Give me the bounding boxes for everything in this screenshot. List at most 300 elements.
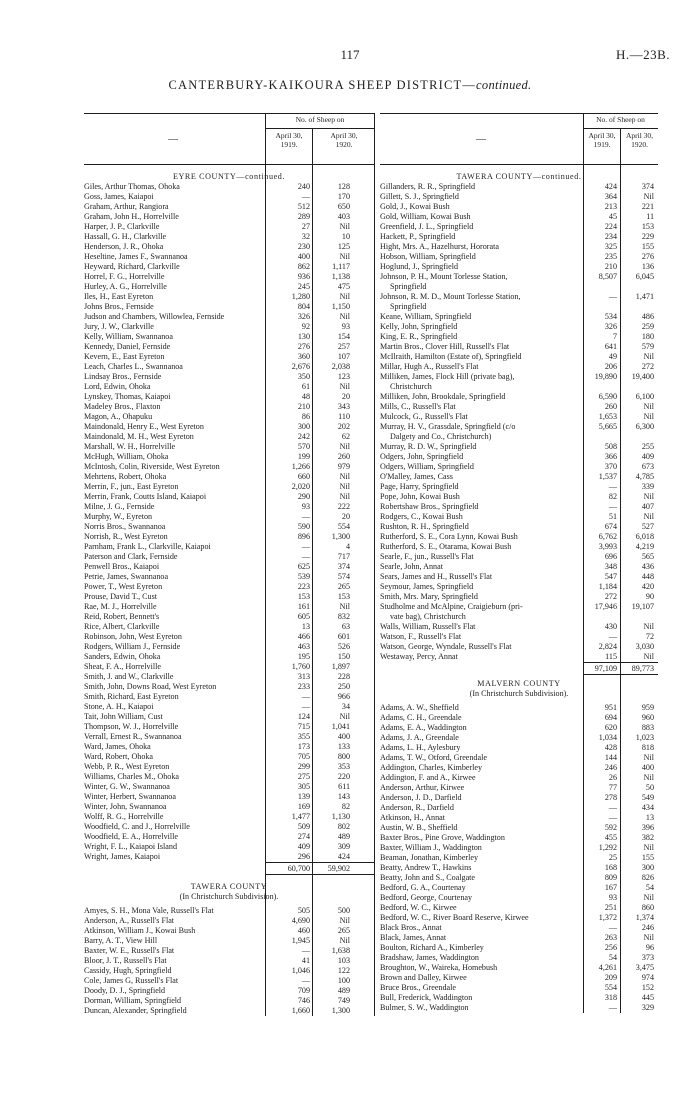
owner-name: Norrish, R., West Eyreton <box>84 532 168 541</box>
table-row <box>84 362 374 372</box>
table-row <box>380 923 658 933</box>
sheep-1919: 364 <box>604 192 617 201</box>
sheep-1919: 300 <box>297 422 310 431</box>
sheep-1919: 6,762 <box>598 532 617 541</box>
owner-name: Ward, James, Ohoka <box>84 742 151 751</box>
sheep-1919: 272 <box>604 592 617 601</box>
sheep-1919: — <box>301 552 310 561</box>
sheep-1919: 4,690 <box>291 916 310 925</box>
owner-name: Searle, F., jun., Russell's Flat <box>380 552 474 561</box>
sheep-1919: 366 <box>604 452 617 461</box>
sheep-1920: 1,300 <box>331 1006 350 1015</box>
sheep-1920: 1,117 <box>332 262 350 271</box>
sheep-1920: Nil <box>643 652 654 661</box>
table-row <box>84 222 374 232</box>
table-row <box>380 582 658 592</box>
sheep-1919: 1,945 <box>291 936 310 945</box>
table-row <box>84 472 374 482</box>
owner-name: Black, James, Annat <box>380 933 447 942</box>
sheep-1920: 353 <box>337 762 350 771</box>
sheep-1920: 1,300 <box>331 532 350 541</box>
sheep-1919: 139 <box>297 792 310 801</box>
owner-name: Rodgers, C., Kowai Bush <box>380 512 463 521</box>
table-row <box>84 212 374 222</box>
table-row <box>84 372 374 382</box>
owner-name: Odgers, William, Springfield <box>380 462 474 471</box>
table-row <box>380 522 658 532</box>
sheep-1919: 115 <box>605 652 617 661</box>
sheep-1919: 534 <box>604 312 617 321</box>
sheep-1919: 2,020 <box>291 482 310 491</box>
owner-name: Smith, Mrs. Mary, Springfield <box>380 592 478 601</box>
sheep-1919: 233 <box>297 682 310 691</box>
table-row <box>380 412 658 422</box>
table-row <box>380 372 658 382</box>
owner-name: Walls, William, Russell's Flat <box>380 622 476 631</box>
sheep-1920: 309 <box>337 842 350 851</box>
table-row <box>380 783 658 793</box>
owner-name: Rodgers, William J., Fernside <box>84 642 181 651</box>
sheep-1919: 809 <box>604 873 617 882</box>
sheep-1920: 96 <box>645 943 654 952</box>
sheep-1920: Nil <box>339 916 350 925</box>
owner-name: Henderson, J. R., Ohoka <box>84 242 164 251</box>
owner-name: Hurley, A. G., Horrelville <box>84 282 167 291</box>
sheep-1919: 896 <box>297 532 310 541</box>
table-row <box>380 182 658 192</box>
owner-name: Watson, F., Russell's Flat <box>380 632 462 641</box>
sheep-1920: 62 <box>341 432 350 441</box>
owner-name: Addington, F. and A., Kirwee <box>380 773 476 782</box>
sheep-1920: 103 <box>337 956 350 965</box>
owner-name: Atkinson, William J., Kowai Bush <box>84 926 196 935</box>
sheep-1920: 1,471 <box>635 292 654 301</box>
sheep-1920: 3,030 <box>635 642 654 651</box>
owner-name: Sheat, F. A., Horrelville <box>84 662 161 671</box>
table-row <box>84 542 374 552</box>
header-year-1920: April 30, 1920. <box>330 131 358 149</box>
owner-name: Millar, Hugh A., Russell's Flat <box>380 362 479 371</box>
sheep-1919: 466 <box>297 632 310 641</box>
owner-name: Keane, William, Springfield <box>380 312 472 321</box>
owner-name: Petrie, James, Swannanoa <box>84 572 169 581</box>
sheep-1920: 343 <box>337 402 350 411</box>
table-row <box>84 986 374 996</box>
owner-name: Boulton, Richard A., Kimberley <box>380 943 484 952</box>
table-row <box>84 402 374 412</box>
table-row <box>84 492 374 502</box>
sheep-1919: 554 <box>604 983 617 992</box>
table-row <box>380 192 658 202</box>
sheep-1920: Nil <box>339 382 350 391</box>
sheep-1919: 326 <box>297 312 310 321</box>
sheep-1920: 554 <box>337 522 350 531</box>
table-row <box>84 562 374 572</box>
owner-name: Winter, Herbert, Swannanoa <box>84 792 176 801</box>
sheep-1919: 45 <box>608 212 617 221</box>
sheep-1919: 213 <box>604 202 617 211</box>
table-row <box>84 946 374 956</box>
owner-name: Searle, John, Annat <box>380 562 443 571</box>
sheep-1919: 1,034 <box>598 733 617 742</box>
tawera-county-continued-rows <box>380 182 658 662</box>
sheep-1919: 696 <box>604 552 617 561</box>
sheep-1919: 620 <box>604 723 617 732</box>
sheep-1919: 305 <box>297 782 310 791</box>
owner-name: Rae, M. J., Horrelville <box>84 602 157 611</box>
owner-name: Murray, R. D. W., Springfield <box>380 442 477 451</box>
table-row <box>380 492 658 502</box>
sheep-1920: 6,018 <box>635 532 654 541</box>
owner-name: Leach, Charles L., Swannanoa <box>84 362 183 371</box>
sheep-1919: 206 <box>604 362 617 371</box>
sheep-1919: 195 <box>297 652 310 661</box>
sheep-1919: 246 <box>604 763 617 772</box>
table-row <box>380 602 658 612</box>
table-row <box>84 782 374 792</box>
sheep-1919: — <box>608 632 617 641</box>
sheep-1920: 374 <box>641 182 654 191</box>
sheep-1920: 143 <box>337 792 350 801</box>
sheep-1920: 400 <box>337 732 350 741</box>
table-row <box>380 773 658 783</box>
table-row <box>380 292 658 302</box>
owner-name: Hackett, P., Springfield <box>380 232 456 241</box>
owner-name: Heseltine, James F., Swannanoa <box>84 252 188 261</box>
sheep-1920: 673 <box>641 462 654 471</box>
sheep-1919: 289 <box>297 212 310 221</box>
owner-name: Adams, J. A., Greendale <box>380 733 459 742</box>
sheep-1920: 265 <box>337 582 350 591</box>
table-row <box>380 212 658 222</box>
table-row <box>84 812 374 822</box>
owner-name: Beatty, John and S., Coalgate <box>380 873 476 882</box>
owner-name: Gillanders, R. R., Springfield <box>380 182 476 191</box>
sheep-1919: 242 <box>297 432 310 441</box>
owner-name: Goss, James, Kaiapoi <box>84 192 154 201</box>
owner-name: Hobson, William, Springfield <box>380 252 476 261</box>
sheep-1920: 180 <box>641 332 654 341</box>
sheep-1920: 221 <box>641 202 654 211</box>
sheep-1919: 505 <box>297 906 310 915</box>
owner-name: vate bag), Christchurch <box>390 612 466 621</box>
table-row <box>380 302 658 312</box>
owner-name: Adams, A. W., Sheffield <box>380 703 459 712</box>
table-row <box>84 202 374 212</box>
owner-name: Westaway, Percy, Annat <box>380 652 458 661</box>
sheep-1920: 170 <box>337 192 350 201</box>
sheep-1920: Nil <box>643 192 654 201</box>
sheep-1920: 152 <box>641 983 654 992</box>
sheep-1920: Nil <box>643 412 654 421</box>
sheep-1919: 428 <box>604 743 617 752</box>
table-row <box>380 913 658 923</box>
tawera-total-1920: 89,773 <box>631 664 654 673</box>
owner-name: Bedford, G. A., Courtenay <box>380 883 466 892</box>
table-row <box>84 712 374 722</box>
owner-name: Maindonald, M. H., West Eyreton <box>84 432 194 441</box>
sheep-1919: 400 <box>297 252 310 261</box>
owner-name: Broughton, W., Waireka, Homebush <box>380 963 498 972</box>
sheep-1920: 448 <box>641 572 654 581</box>
owner-name: Williams, Charles M., Ohoka <box>84 772 179 781</box>
sheep-1919: 674 <box>604 522 617 531</box>
sheep-1920: 3,475 <box>635 963 654 972</box>
header-year-1920: April 30, 1920. <box>625 131 654 149</box>
sheep-1920: 526 <box>337 642 350 651</box>
sheep-1920: 257 <box>337 342 350 351</box>
sheep-1920: 54 <box>645 883 654 892</box>
owner-name: Bedford, W. C., River Board Reserve, Kirwee <box>380 913 529 922</box>
table-row <box>84 582 374 592</box>
owner-name: Adams, L. H., Aylesbury <box>380 743 461 752</box>
table-row <box>380 432 658 442</box>
sheep-1919: — <box>608 923 617 932</box>
tawera-county-continued-heading: TAWERA COUNTY—continued. <box>456 172 582 181</box>
owner-name: Springfield <box>390 302 427 311</box>
sheep-1920: 382 <box>641 833 654 842</box>
sheep-1920: 155 <box>641 853 654 862</box>
sheep-1919: — <box>301 702 310 711</box>
table-row <box>380 733 658 743</box>
owner-name: Norris Bros., Swannanoa <box>84 522 166 531</box>
table-row <box>84 592 374 602</box>
sheep-1919: 82 <box>608 492 617 501</box>
sheep-1920: 959 <box>641 703 654 712</box>
table-row <box>380 542 658 552</box>
sheep-1919: 93 <box>301 502 310 511</box>
eyre-county-heading: EYRE COUNTY—continued. <box>172 172 286 181</box>
sheep-1920: 420 <box>641 582 654 591</box>
table-row <box>84 552 374 562</box>
owner-name: Mehrtens, Robert, Ohoka <box>84 472 167 481</box>
sheep-1920: 265 <box>337 926 350 935</box>
table-row <box>380 933 658 943</box>
sheep-1919: 694 <box>604 713 617 722</box>
sheep-1919: 263 <box>604 933 617 942</box>
sheep-1920: 228 <box>337 672 350 681</box>
sheep-1919: 210 <box>604 262 617 271</box>
title-main: CANTERBURY-KAIKOURA SHEEP DISTRICT— <box>168 78 477 92</box>
table-row <box>84 282 374 292</box>
owner-name: Harper, J. P., Clarkville <box>84 222 160 231</box>
sheep-1919: 1,760 <box>291 662 310 671</box>
page-title <box>0 78 700 93</box>
owner-name: Doody, D. J., Springfield <box>84 986 166 995</box>
sheep-1919: 8,507 <box>598 272 617 281</box>
table-row <box>84 682 374 692</box>
owner-name: Rice, Albert, Clarkville <box>84 622 160 631</box>
sheep-1920: 436 <box>641 562 654 571</box>
owner-name: Judson and Chambers, Willowlea, Fernside <box>84 312 225 321</box>
tawera-total-1919: 97,109 <box>594 664 617 673</box>
sheep-1920: 4,785 <box>635 472 654 481</box>
sheep-1919: 709 <box>297 986 310 995</box>
owner-name: Gillett, S. J., Springfield <box>380 192 459 201</box>
table-row <box>380 452 658 462</box>
sheep-1919: 209 <box>604 973 617 982</box>
table-row <box>84 252 374 262</box>
sheep-1919: 7 <box>612 332 617 341</box>
sheep-1919: 348 <box>604 562 617 571</box>
owner-name: Marshall, W. H., Horrelville <box>84 442 176 451</box>
sheep-1919: 512 <box>297 202 310 211</box>
owner-name: Horrel, F. G., Horrelville <box>84 272 165 281</box>
table-row <box>380 823 658 833</box>
sheep-1919: — <box>301 542 310 551</box>
sheep-1920: 259 <box>641 322 654 331</box>
sheep-1920: 1,638 <box>331 946 350 955</box>
owner-name: Sanders, Edwin, Ohoka <box>84 652 161 661</box>
sheep-1919: — <box>301 946 310 955</box>
table-row <box>84 532 374 542</box>
table-row <box>84 462 374 472</box>
owner-name: Anderson, A., Russell's Flat <box>84 916 175 925</box>
owner-name: Thompson, W. J., Horrelville <box>84 722 179 731</box>
owner-name: Wright, F. L., Kaiapoi Island <box>84 842 177 851</box>
table-row <box>380 572 658 582</box>
owner-name: Robinson, John, West Eyreton <box>84 632 182 641</box>
sheep-1920: Nil <box>643 773 654 782</box>
sheep-1919: 130 <box>297 332 310 341</box>
table-row <box>380 472 658 482</box>
sheep-1920: 1,041 <box>331 722 350 731</box>
sheep-1919: 278 <box>604 793 617 802</box>
sheep-1919: 173 <box>297 742 310 751</box>
sheep-1919: 124 <box>297 712 310 721</box>
table-row <box>380 232 658 242</box>
sheep-1919: 641 <box>604 342 617 351</box>
sheep-1919: 169 <box>297 802 310 811</box>
owner-name: Anderson, Arthur, Kirwee <box>380 783 465 792</box>
sheep-1919: 27 <box>301 222 310 231</box>
owner-name: Johns Bros., Fernside <box>84 302 154 311</box>
sheep-1919: 547 <box>604 572 617 581</box>
left-column-header <box>84 113 375 165</box>
table-row <box>84 842 374 852</box>
sheep-1920: 749 <box>337 996 350 1005</box>
table-row <box>380 382 658 392</box>
right-column <box>380 113 658 1013</box>
owner-name: Amyes, S. H., Mona Vale, Russell's Flat <box>84 906 214 915</box>
table-row <box>84 192 374 202</box>
sheep-1919: 2,824 <box>598 642 617 651</box>
header-year-1919: April 30, 1919. <box>588 131 616 149</box>
table-row <box>380 502 658 512</box>
owner-name: Beatty, Andrew T., Hawkins <box>380 863 472 872</box>
owner-name: McHugh, William, Ohoka <box>84 452 169 461</box>
owner-name: Cassidy, Hugh, Springfield <box>84 966 172 975</box>
sheep-1919: 1,184 <box>598 582 617 591</box>
owner-name: Smith, John, Downs Road, West Eyreton <box>84 682 217 691</box>
sheep-1919: 6,590 <box>598 392 617 401</box>
sheep-1920: 407 <box>641 502 654 511</box>
sheep-1919: 355 <box>297 732 310 741</box>
sheep-1919: 17,946 <box>594 602 617 611</box>
table-row <box>84 956 374 966</box>
right-column-body <box>380 165 658 1013</box>
sheep-1920: 246 <box>641 923 654 932</box>
owner-name: Hassall, G. H., Clarkville <box>84 232 167 241</box>
owner-name: Murphy, W., Eyreton <box>84 512 153 521</box>
table-row <box>380 612 658 622</box>
owner-name: Woodfield, E. A., Horrelville <box>84 832 178 841</box>
table-row <box>380 202 658 212</box>
sheep-1920: 20 <box>341 512 350 521</box>
owner-name: O'Malley, James, Cass <box>380 472 453 481</box>
owner-name: Paterson and Clark, Fernside <box>84 552 178 561</box>
owner-name: Cole, James G, Russell's Flat <box>84 976 179 985</box>
owner-name: Pope, John, Kowai Bush <box>380 492 460 501</box>
table-row <box>84 612 374 622</box>
owner-name: Rushton, R. H., Springfield <box>380 522 469 531</box>
sheep-1920: Nil <box>339 482 350 491</box>
sheep-1919: 3,993 <box>598 542 617 551</box>
table-row <box>380 352 658 362</box>
sheep-1920: 255 <box>641 442 654 451</box>
table-row <box>84 832 374 842</box>
owner-name: Bradshaw, James, Waddington <box>380 953 479 962</box>
table-row <box>84 702 374 712</box>
table-row <box>84 512 374 522</box>
sheep-1920: 486 <box>641 312 654 321</box>
owner-name: Lindsay Bros., Fernside <box>84 372 162 381</box>
table-row <box>380 713 658 723</box>
table-row <box>380 743 658 753</box>
sheep-1919: — <box>301 512 310 521</box>
left-column <box>84 113 375 1016</box>
sheep-1920: Nil <box>643 352 654 361</box>
sheep-1920: 339 <box>641 482 654 491</box>
owner-name: Kennedy, Daniel, Fernside <box>84 342 171 351</box>
table-row <box>380 422 658 432</box>
owner-name: Bull, Frederick, Waddington <box>380 993 473 1002</box>
sheep-1920: 826 <box>641 873 654 882</box>
table-row <box>380 262 658 272</box>
sheep-1919: 5,665 <box>598 422 617 431</box>
sheep-1920: 979 <box>337 462 350 471</box>
owner-name: Addington, Charles, Kimberley <box>380 763 483 772</box>
table-row <box>84 996 374 1006</box>
owner-name: Graham, Arthur, Rangiora <box>84 202 169 211</box>
sheep-1920: Nil <box>643 622 654 631</box>
owner-name: Greenfield, J. L., Springfield <box>380 222 474 231</box>
owner-name: Baxter, William J., Waddington <box>380 843 482 852</box>
sheep-1919: — <box>301 692 310 701</box>
owner-name: Hoglund, J., Springfield <box>380 262 459 271</box>
table-row <box>380 392 658 402</box>
sheep-1920: 100 <box>337 976 350 985</box>
sheep-1919: 409 <box>297 842 310 851</box>
sheep-1919: 245 <box>297 282 310 291</box>
sheep-1920: 110 <box>338 412 350 421</box>
table-row <box>84 452 374 462</box>
table-row <box>84 382 374 392</box>
table-row <box>84 672 374 682</box>
table-row <box>380 632 658 642</box>
table-row <box>380 893 658 903</box>
owner-name: Watson, George, Wyndale, Russell's Flat <box>380 642 512 651</box>
sheep-1919: — <box>301 192 310 201</box>
sheep-1919: 705 <box>297 752 310 761</box>
sheep-1919: 326 <box>604 322 617 331</box>
sheep-1919: 61 <box>301 382 310 391</box>
sheep-1919: 424 <box>604 182 617 191</box>
sheep-1920: 133 <box>337 742 350 751</box>
sheep-1919: 144 <box>604 753 617 762</box>
table-row <box>84 906 374 916</box>
owner-name: Rutherford, S. E., Cora Lynn, Kowai Bush <box>380 532 518 541</box>
